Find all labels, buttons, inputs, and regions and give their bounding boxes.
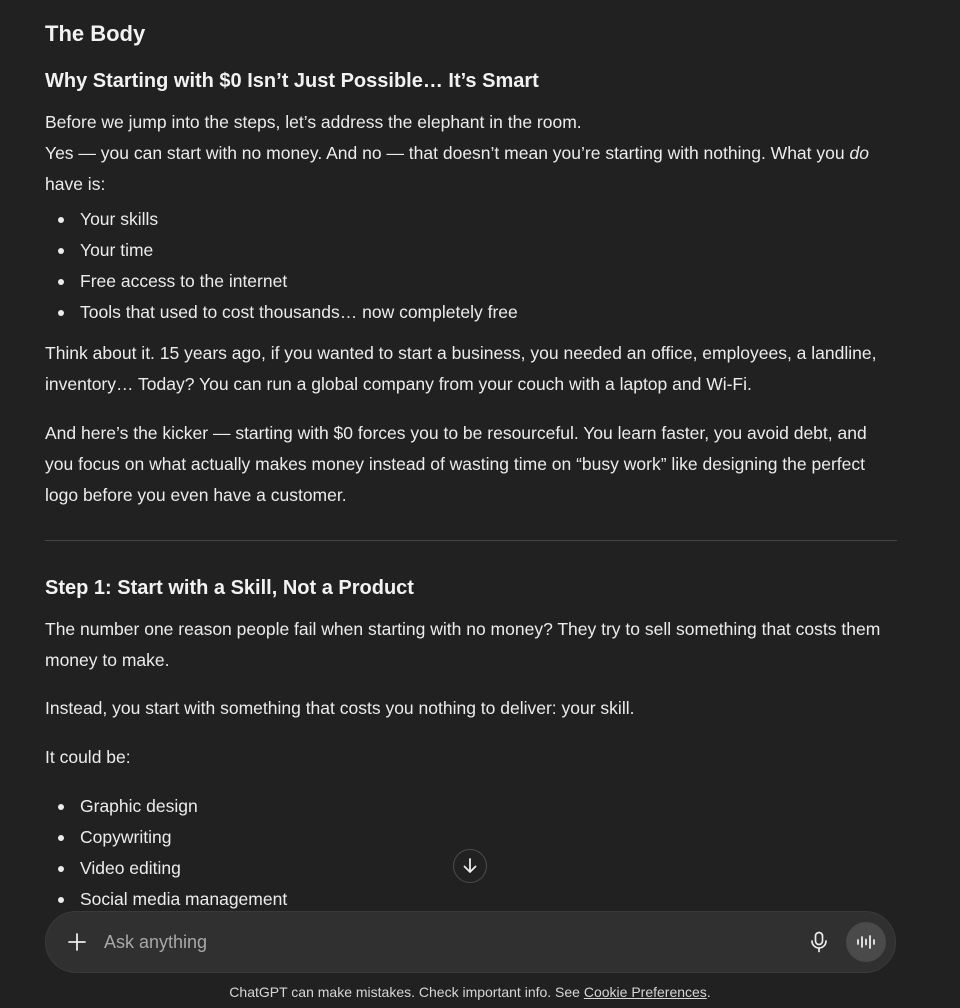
paragraph-could-be: It could be:: [45, 747, 131, 767]
microphone-icon: [810, 931, 828, 953]
disclaimer-period: .: [706, 984, 711, 1000]
plus-icon: [67, 932, 87, 952]
paragraph-instead: Instead, you start with something that costs you nothing to deliver: your skill.: [45, 698, 635, 718]
intro-paragraph: [45, 107, 897, 200]
list-item: Social media management: [45, 884, 897, 915]
paragraph-reason: The number one reason people fail when starting with no money? They try to sell something that costs them money to make.: [45, 619, 881, 670]
composer: [45, 911, 896, 973]
intro-line-1: Before we jump into the steps, let’s address the elephant in the room.: [45, 112, 582, 132]
section-divider: [45, 540, 897, 541]
intro-line-2-end: have is:: [45, 174, 106, 194]
voice-mode-icon: [856, 934, 876, 950]
list-item: Copywriting: [45, 822, 897, 853]
chat-input[interactable]: [104, 926, 784, 958]
scroll-to-bottom-button[interactable]: [453, 849, 487, 883]
intro-line-2-start: Yes — you can start with no money. And no — that doesn’t mean you’re starting with nothing. What you: [45, 143, 850, 163]
paragraph-think-about-it: Think about it. 15 years ago, if you wanted to start a business, you needed an office, employees, a landline, inventory… Today? You can run a global company from your couch with a laptop and Wi-Fi.: [45, 343, 877, 394]
cookie-preferences-link[interactable]: Cookie Preferences: [583, 984, 707, 1000]
heading-step-1: Step 1: Start with a Skill, Not a Product: [45, 577, 414, 599]
voice-mode-button[interactable]: [846, 922, 886, 962]
add-attachment-button[interactable]: [64, 929, 90, 955]
assets-list: [45, 204, 897, 328]
section-title: The Body: [45, 21, 146, 46]
heading-why-starting: Why Starting with $0 Isn’t Just Possible… It’s Smart: [45, 70, 539, 92]
disclaimer-footer: [0, 982, 940, 1002]
disclaimer-text: ChatGPT can make mistakes. Check important info. See: [229, 984, 584, 1000]
list-item: Graphic design: [45, 791, 897, 822]
paragraph-kicker: And here’s the kicker — starting with $0 forces you to be resourceful. You learn faster, you avoid debt, and you focus on what actually makes money instead of wasting time on “busy work” like designing the perfect logo before you even have a customer.: [45, 423, 867, 505]
dictate-button[interactable]: [804, 927, 834, 957]
arrow-down-icon: [461, 857, 479, 875]
intro-line-2-emphasis: do: [849, 143, 869, 163]
list-item: Tools that used to cost thousands… now completely free: [45, 297, 897, 328]
list-item: Free access to the internet: [45, 266, 897, 297]
list-item: Your time: [45, 235, 897, 266]
list-item: Your skills: [45, 204, 897, 235]
list-item: Video editing: [45, 853, 897, 884]
